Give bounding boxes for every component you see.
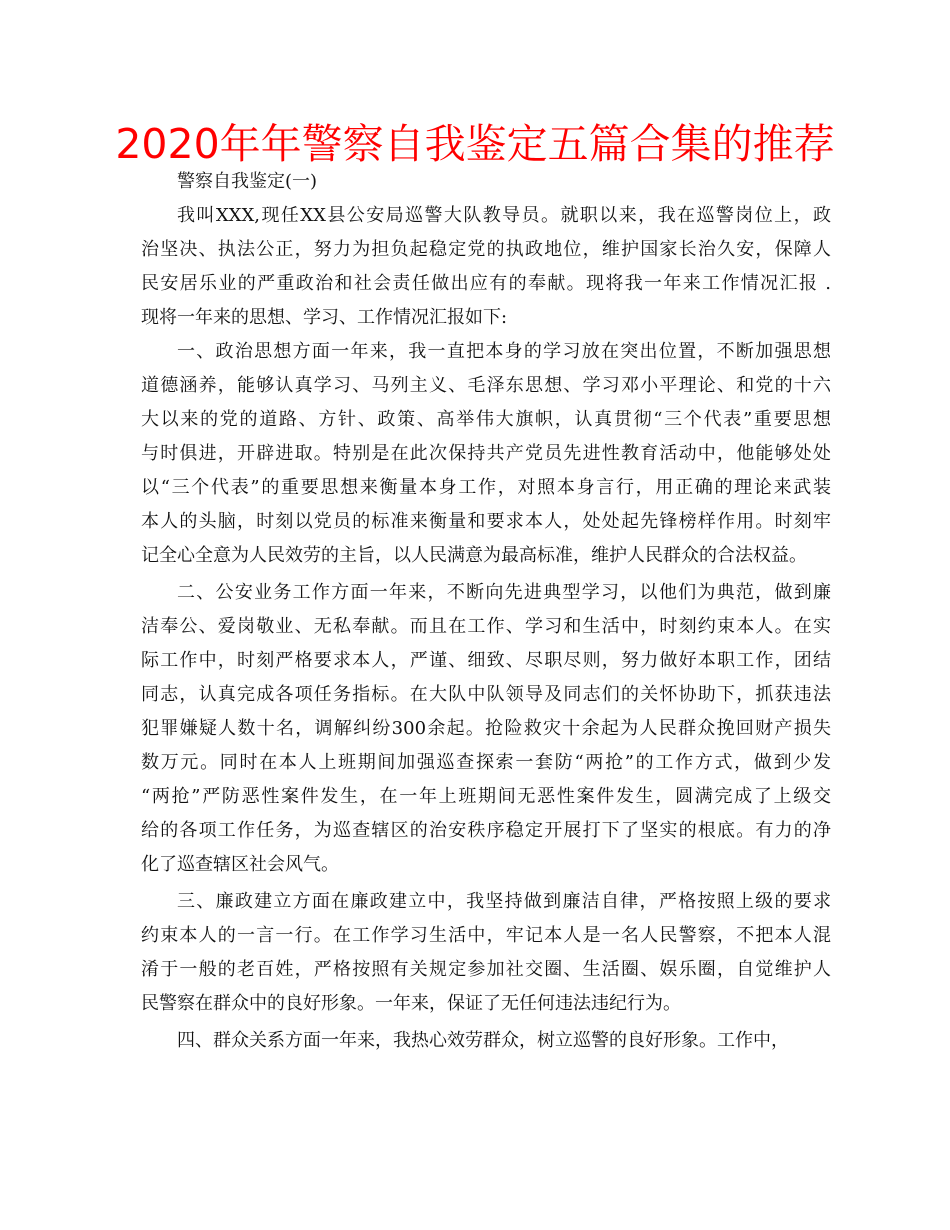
paragraph-line: “两抢”严防恶性案件发生，在一年上班期间无恶性案件发生，圆满完成了上级交 — [141, 786, 831, 807]
paragraph-line: 同志，认真完成各项任务指标。在大队中队领导及同志们的关怀协助下，抓获违法 — [141, 684, 831, 705]
paragraph-line: 洁奉公、爱岗敬业、无私奉献。而且在工作、学习和生活中，时刻约束本人。在实 — [141, 616, 831, 637]
paragraph-line: 际工作中，时刻严格要求本人，严谨、细致、尽职尽则，努力做好本职工作，团结 — [141, 650, 831, 671]
document-title: 2020年年警察自我鉴定五篇合集的推荐 — [115, 120, 835, 168]
paragraph-line: 一、政治思想方面一年来，我一直把本身的学习放在突出位置，不断加强思想 — [177, 341, 831, 362]
paragraph-line: 民警察在群众中的良好形象。一年来，保证了无任何违法违纪行为。 — [141, 993, 681, 1014]
paragraph-line: 犯罪嫌疑人数十名，调解纠纷300余起。抢险救灾十余起为人民群众挽回财产损失 — [141, 718, 831, 739]
paragraph-line: 数万元。同时在本人上班期间加强巡查探索一套防“两抢”的工作方式，做到少发 — [141, 752, 831, 773]
section-subtitle: 警察自我鉴定(一) — [177, 171, 318, 192]
paragraph-line: 大以来的党的道路、方针、政策、高举伟大旗帜，认真贯彻“三个代表”重要思想 — [141, 409, 831, 430]
paragraph-2 — [141, 335, 831, 573]
paragraph-line: 记全心全意为人民效劳的主旨，以人民满意为最高标准，维护人民群众的合法权益。 — [141, 545, 807, 566]
paragraph-4 — [141, 885, 831, 1021]
paragraph-line: 本人的头脑，时刻以党员的标准来衡量和要求本人，处处起先锋榜样作用。时刻牢 — [141, 511, 831, 532]
paragraph-line: 我叫XXX,现任XX县公安局巡警大队教导员。就职以来，我在巡警岗位上，政 — [177, 205, 831, 226]
paragraph-line: 以“三个代表”的重要思想来衡量本身工作，对照本身言行，用正确的理论来武装 — [141, 477, 831, 498]
paragraph-line: 四、群众关系方面一年来，我热心效劳群众，树立巡警的良好形象。工作中， — [177, 1030, 789, 1051]
document-body — [141, 165, 831, 1058]
paragraph-line: 二、公安业务工作方面一年来，不断向先进典型学习，以他们为典范，做到廉 — [177, 582, 831, 603]
paragraph-line: 三、廉政建立方面在廉政建立中，我坚持做到廉洁自律，严格按照上级的要求 — [177, 891, 831, 912]
paragraph-line: 给的各项工作任务，为巡查辖区的治安秩序稳定开展打下了坚实的根底。有力的净 — [141, 820, 831, 841]
paragraph-line: 现将一年来的思想、学习、工作情况汇报如下: — [141, 307, 508, 328]
paragraph-3 — [141, 576, 831, 882]
paragraph-line: 约束本人的一言一行。在工作学习生活中，牢记本人是一名人民警察，不把本人混 — [141, 925, 831, 946]
paragraph-1 — [141, 199, 831, 335]
paragraph-line: 道德涵养，能够认真学习、马列主义、毛泽东思想、学习邓小平理论、和党的十六 — [141, 375, 831, 396]
paragraph-line: 治坚决、执法公正，努力为担负起稳定党的执政地位，维护国家长治久安，保障人 — [141, 239, 831, 260]
paragraph-5 — [141, 1024, 831, 1058]
paragraph-line: 化了巡查辖区社会风气。 — [141, 854, 339, 875]
paragraph-line: 民安居乐业的严重政治和社会责任做出应有的奉献。现将我一年来工作情况汇报 . — [141, 273, 831, 294]
paragraph-line: 淆于一般的老百姓，严格按照有关规定参加社交圈、生活圈、娱乐圈，自觉维护人 — [141, 959, 831, 980]
paragraph-line: 与时俱进，开辟进取。特别是在此次保持共产党员先进性教育活动中，他能够处处 — [141, 443, 831, 464]
